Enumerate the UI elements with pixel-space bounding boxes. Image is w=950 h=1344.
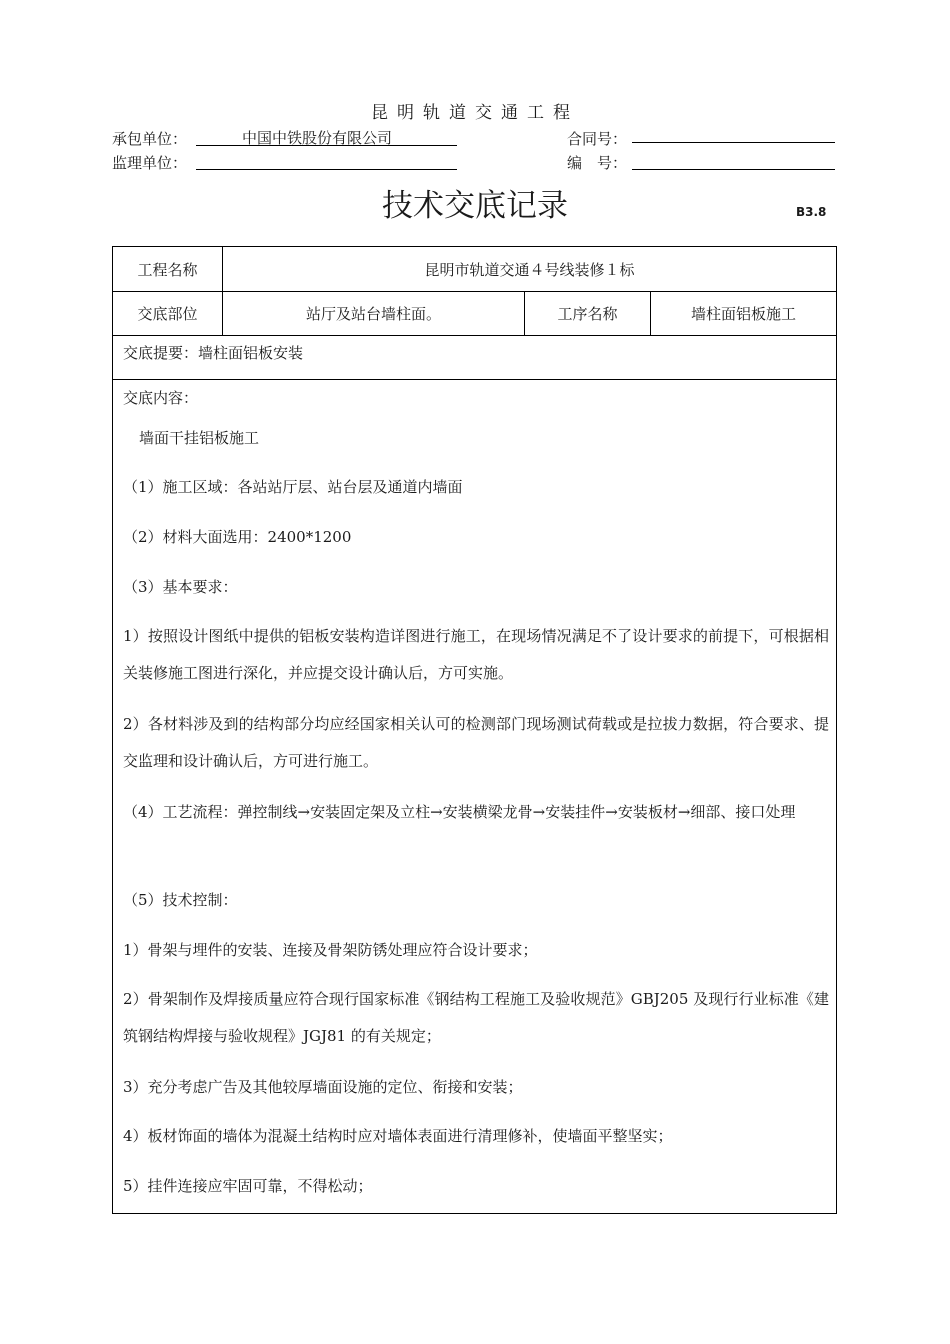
contractor-label: 承包单位： <box>112 130 188 148</box>
process-label: 工序名称 <box>525 292 651 335</box>
content-line: （2）材料大面选用：2400*1200 <box>123 528 352 546</box>
project-name-value: 昆明市轨道交通４号线装修１标 <box>424 260 635 279</box>
project-name-row <box>113 247 836 292</box>
contractor-value: 中国中铁股份有限公司 <box>242 129 393 147</box>
summary-row <box>113 336 836 380</box>
location-row <box>113 292 836 336</box>
process-value: 墙柱面铝板施工 <box>690 305 796 323</box>
content-line: （5）技术控制： <box>123 891 238 909</box>
project-title: 昆明轨道交通工程 <box>371 103 579 123</box>
location-value: 站厅及站台墙柱面。 <box>223 292 525 335</box>
content-line: 5）挂件连接应牢固可靠，不得松动； <box>123 1177 373 1195</box>
document-title: 技术交底记录 <box>382 188 568 224</box>
summary-value: 墙柱面铝板安装 <box>198 344 304 362</box>
content-line: 墙面干挂铝板施工 <box>139 429 260 447</box>
contract-no-label: 合同号： <box>567 130 628 148</box>
content-line: 2）骨架制作及焊接质量应符合现行国家标准《钢结构工程施工及验收规范》GBJ205 及现行行业标准《建筑钢结构焊接与验收规程》JGJ81 的有关规定； <box>123 990 829 1045</box>
supervisor-label: 监理单位： <box>112 154 188 172</box>
location-label: 交底部位 <box>113 292 223 335</box>
summary-label: 交底提要： <box>123 344 199 362</box>
contract-no-field <box>632 122 835 143</box>
serial-no-label: 编 号： <box>567 154 628 172</box>
content-line: 1）按照设计图纸中提供的铝板安装构造详图进行施工，在现场情况满足不了设计要求的前提下，可根据相关装修施工图进行深化，并应提交设计确认后，方可实施。 <box>123 627 829 682</box>
content-line: （1）施工区域：各站站厅层、站台层及通道内墙面 <box>123 478 463 496</box>
serial-no-field <box>632 149 835 170</box>
content-line: 3）充分考虑广告及其他较厚墙面设施的定位、衔接和安装； <box>123 1078 523 1096</box>
summary-text <box>123 342 303 363</box>
supervisor-field <box>196 149 457 170</box>
content-line: 2）各材料涉及到的结构部分均应经国家相关认可的检测部门现场测试荷载或是拉拔力数据，符合要求、提交监理和设计确认后，方可进行施工。 <box>123 715 829 770</box>
content-line: （3）基本要求： <box>123 578 238 596</box>
content-label: 交底内容： <box>123 389 199 407</box>
content-line: （4）工艺流程：弹控制线→安装固定架及立柱→安装横梁龙骨→安装挂件→安装板材→细部、接口处理 <box>123 803 796 821</box>
form-code: B3.8 <box>796 205 827 219</box>
content-line: 1）骨架与埋件的安装、连接及骨架防锈处理应符合设计要求； <box>123 941 538 959</box>
project-name-label: 工程名称 <box>113 247 223 291</box>
disclosure-table <box>112 246 837 1214</box>
content-line: 4）板材饰面的墙体为混凝土结构时应对墙体表面进行清理修补，使墙面平整坚实； <box>123 1127 673 1145</box>
contractor-field <box>196 125 457 146</box>
